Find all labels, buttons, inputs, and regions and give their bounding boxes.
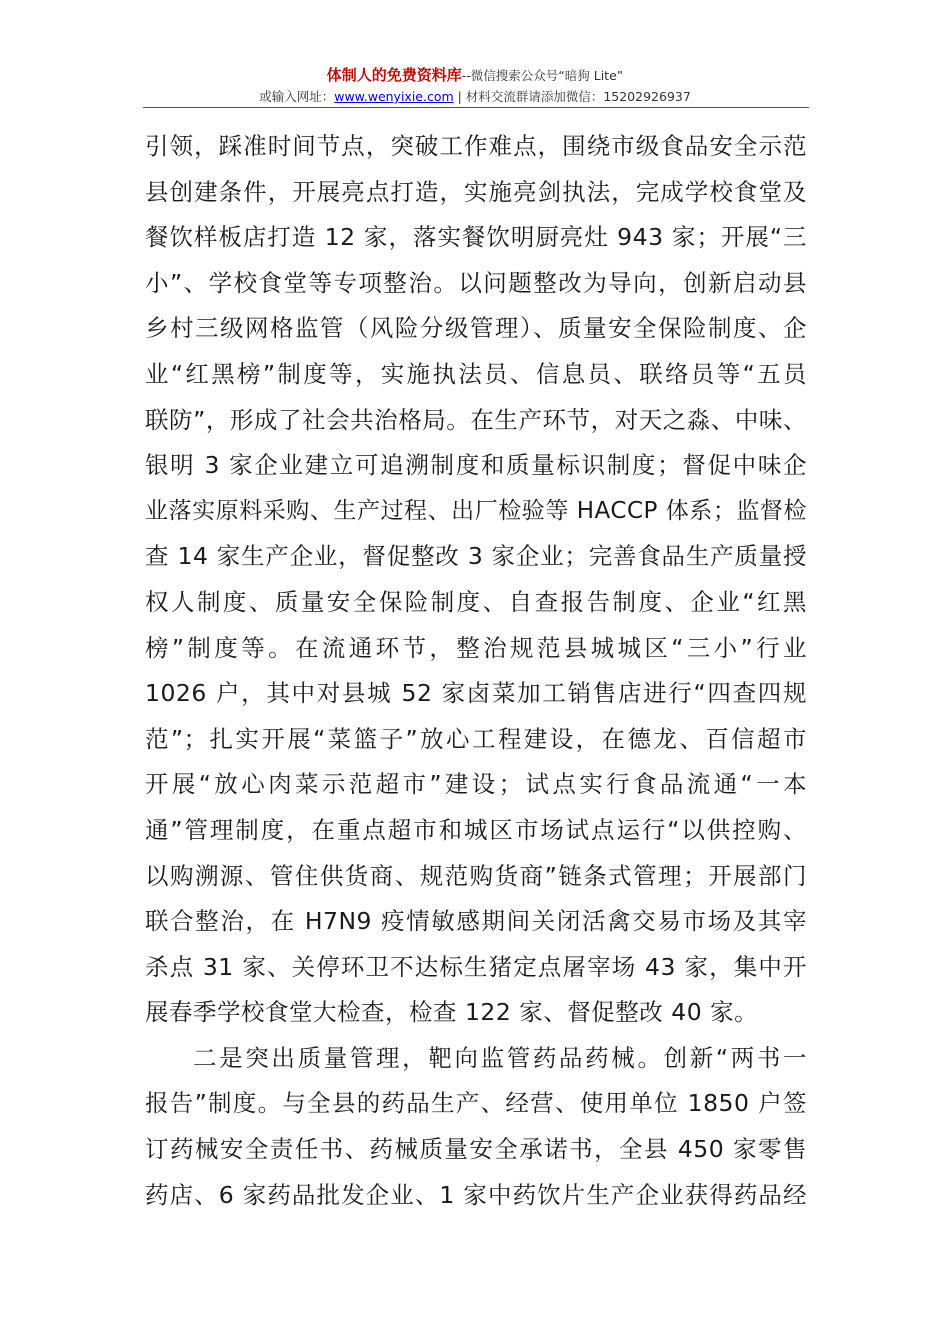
header-brand: 体制人的免费资料库 — [326, 66, 462, 84]
text-line: 订药械安全责任书、药械质量安全承诺书，全县 450 家零售 — [145, 1135, 807, 1164]
text-line: 药店、6 家药品批发企业、1 家中药饮片生产企业获得药品经 — [145, 1180, 807, 1209]
text-line: 小”、学校食堂等专项整治。以问题整改为导向，创新启动县 — [145, 268, 807, 297]
text-line: 业“红黑榜”制度等，实施执法员、信息员、联络员等“五员 — [145, 359, 807, 388]
paragraph-end-line: 展春季学校食堂大检查，检查 122 家、督促整改 40 家。 — [145, 998, 759, 1027]
page-header — [140, 64, 810, 107]
header-wechat-info: | 材料交流群请添加微信：15202926937 — [453, 89, 691, 104]
text-line: 乡村三级网格监管（风险分级管理）、质量安全保险制度、企 — [145, 314, 807, 343]
text-line: 查 14 家生产企业，督促整改 3 家企业；完善食品生产质量授 — [145, 542, 807, 571]
text-line: 联合整治，在 H7N9 疫情敏感期间关闭活禽交易市场及其宰 — [145, 907, 807, 936]
text-line: 通”管理制度，在重点超市和城区市场试点运行“以供控购、 — [145, 815, 807, 844]
header-website-link[interactable]: www.wenyixie.com — [334, 89, 454, 104]
text-line: 报告”制度。与全县的药品生产、经营、使用单位 1850 户签 — [145, 1089, 807, 1118]
header-url-prefix: 或输入网址： — [259, 89, 335, 104]
text-line: 县创建条件，开展亮点打造，实施亮剑执法，完成学校食堂及 — [145, 177, 807, 206]
text-line: 餐饮样板店打造 12 家，落实餐饮明厨亮灶 943 家；开展“三 — [145, 223, 807, 252]
text-line: 引领，踩准时间节点，突破工作难点，围绕市级食品安全示范 — [145, 132, 807, 160]
text-line: 以购溯源、管住供货商、规范购货商”链条式管理；开展部门 — [145, 861, 807, 890]
text-line: 开展“放心肉菜示范超市”建设；试点实行食品流通“一本 — [145, 770, 807, 799]
header-divider — [143, 107, 809, 108]
text-line: 1026 户，其中对县城 52 家卤菜加工销售店进行“四查四规 — [145, 679, 807, 708]
text-line: 杀点 31 家、关停环卫不达标生猪定点屠宰场 43 家，集中开 — [145, 952, 807, 981]
header-subtitle: --微信搜索公众号“暗狗 Lite” — [461, 68, 624, 83]
header-contact-line — [140, 87, 810, 107]
header-title-line — [140, 64, 810, 87]
text-line: 权人制度、质量安全保险制度、自查报告制度、企业“红黑 — [145, 587, 807, 616]
text-line: 联防”，形成了社会共治格局。在生产环节，对天之淼、中味、 — [145, 405, 807, 434]
body-text — [145, 128, 807, 1222]
text-line: 业落实原料采购、生产过程、出厂检验等 HACCP 体系；监督检 — [145, 497, 807, 524]
text-line: 榜”制度等。在流通环节，整治规范县城城区“三小”行业 — [145, 633, 807, 662]
text-line: 银明 3 家企业建立可追溯制度和质量标识制度；督促中味企 — [145, 451, 807, 480]
paragraph-start-line: 二是突出质量管理，靶向监管药品药械。创新“两书一 — [193, 1043, 807, 1072]
text-line: 范”；扎实开展“菜篮子”放心工程建设，在德龙、百信超市 — [145, 724, 807, 753]
